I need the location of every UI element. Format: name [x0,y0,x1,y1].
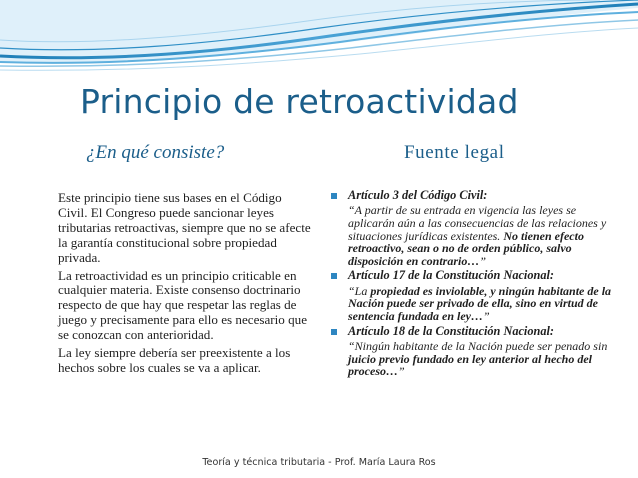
quote-emphasis: No tienen efecto retroactivo, sean o no de orden público, salvo disposición en contrario… [348,228,584,268]
right-column-heading: Fuente legal [404,142,505,163]
legal-source-reference [330,325,622,338]
quote-close: ” [479,253,487,268]
reference-text: Artículo 17 de la Constitución Nacional: [348,268,554,283]
legal-source-quote [348,340,622,378]
reference-text: Artículo 3 del Código Civil: [348,188,488,202]
square-bullet-icon [331,193,337,199]
legal-source-quote [348,285,622,323]
quote-close: ” [398,364,405,379]
explanation-paragraph: La retroactividad es un principio criticable en cualquier materia. Existe consenso doctrinario respecto de que hay que respetar las reglas de juego y precisamente para ello es necesario que se conozcan con anterioridad. [58,267,308,343]
explanation-column [58,191,314,379]
quote-emphasis: juicio previo fundado en ley anterior al hecho del proceso… [348,351,592,379]
square-bullet-icon [331,329,337,335]
legal-source-quote [348,204,622,267]
quote-text: “La [348,283,371,298]
quote-text: “A partir de su entrada en vigencia las leyes se aplicarán aún a las consecuencias de las relaciones y situaciones jurídicas existentes. [348,203,607,243]
decorative-wave-banner [0,0,638,80]
legal-source-reference [330,189,622,202]
quote-text: “Ningún habitante de la Nación puede ser penado sin [348,338,608,353]
legal-source-reference [330,269,622,282]
quote-close: ” [483,308,490,323]
slide-footer: Teoría y técnica tributaria - Prof. María Laura Ros [202,457,436,468]
quote-emphasis: propiedad es inviolable, y ningún habitante de la Nación puede ser privado de ella, sino en virtud de sentencia fundada en ley… [348,283,612,323]
left-column-heading: ¿En qué consiste? [86,142,225,163]
square-bullet-icon [331,273,337,279]
explanation-paragraph: La ley siempre debería ser preexistente a los hechos sobre los cuales se va a aplicar. [58,345,291,375]
explanation-paragraph: Este principio tiene sus bases en el Código Civil. El Congreso puede sancionar leyes tributarias retroactivas, siempre que no se afecte la garantía constitucional sobre propiedad privada. [58,190,311,265]
reference-text: Artículo 18 de la Constitución Nacional: [348,323,554,338]
slide-title: Principio de retroactividad [80,82,519,121]
legal-sources-list [330,189,622,380]
